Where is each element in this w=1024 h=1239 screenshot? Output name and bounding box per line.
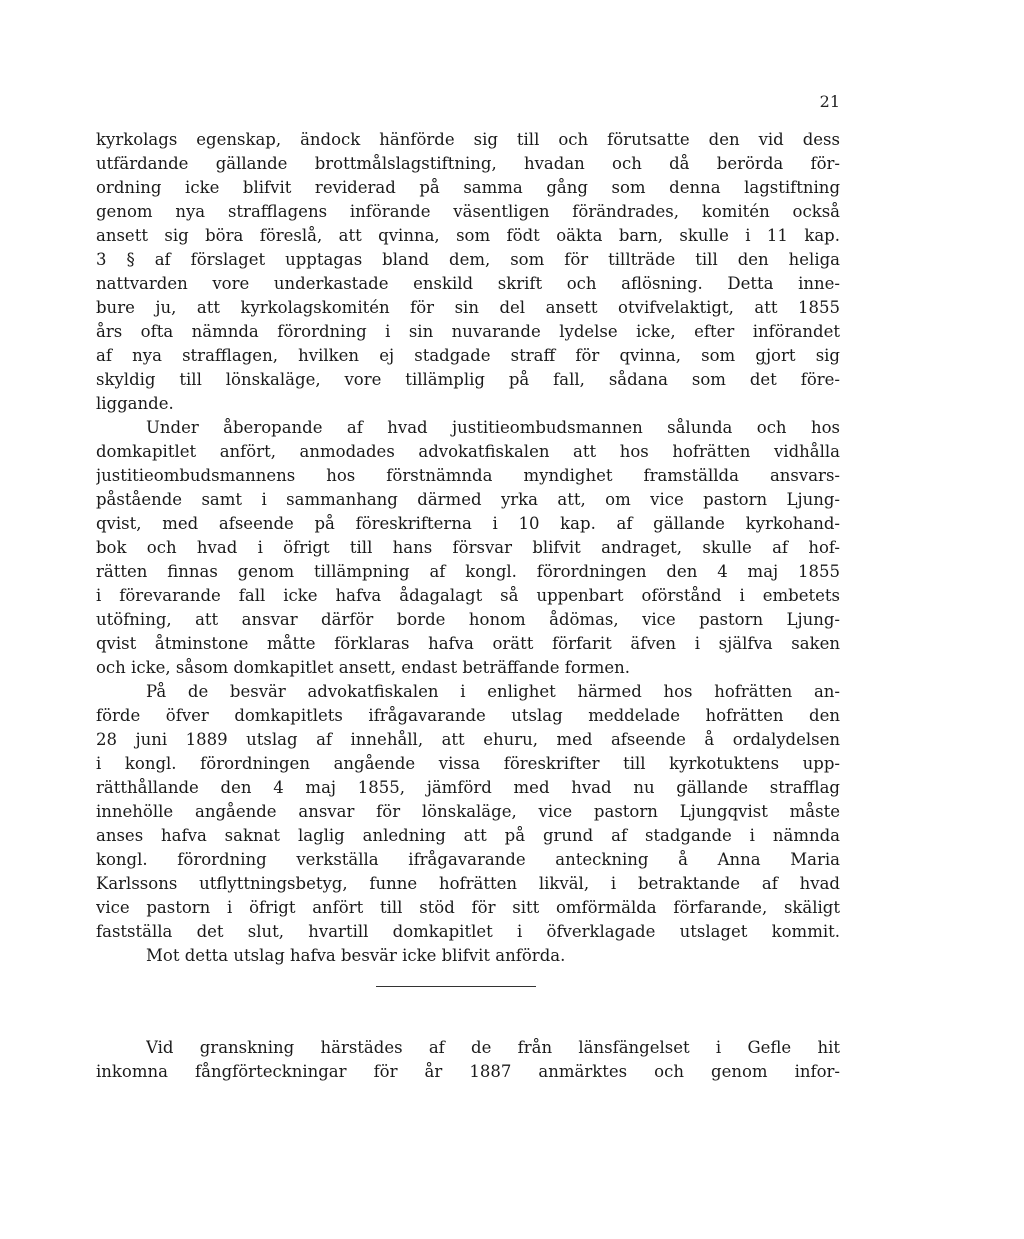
page-number: 21 [819,92,840,111]
text-line: i förevarande fall icke hafva ådagalagt så uppenbart oförstånd i embetets [96,586,840,605]
paragraph-start-line: På de besvär advokatfiskalen i enlighet härmed hos hofrätten an- [146,682,840,701]
text-line: års ofta nämnda förordning i sin nuvarande lydelse icke, efter införandet [96,322,840,341]
text-line: af nya strafflagen, hvilken ej stadgade straff för qvinna, som gjort sig [96,346,840,365]
section-divider [376,986,536,987]
text-line: fastställa det slut, hvartill domkapitlet i öfverklagade utslaget kommit. [96,922,840,941]
text-line: och icke, såsom domkapitlet ansett, endast beträffande formen. [96,658,631,677]
text-line: kongl. förordning verkställa ifrågavarande anteckning å Anna Maria [96,850,840,869]
text-line: justitieombudsmannens hos förstnämnda myndighet framställda ansvars- [96,466,840,485]
text-line: inkomna fångförteckningar för år 1887 anmärktes och genom infor- [96,1062,840,1081]
text-line: nattvarden vore underkastade enskild skrift och aflösning. Detta inne- [96,274,840,293]
text-line: ansett sig böra föreslå, att qvinna, som födt oäkta barn, skulle i 11 kap. [96,226,840,245]
text-line: Karlssons utflyttningsbetyg, funne hofrätten likväl, i betraktande af hvad [96,874,840,893]
text-line: påstående samt i sammanhang därmed yrka att, om vice pastorn Ljung- [96,490,840,509]
paragraph-start-line: Mot detta utslag hafva besvär icke blifvit anförda. [146,946,566,965]
text-line: genom nya strafflagens införande väsentligen förändrades, komitén också [96,202,840,221]
text-line: 3 § af förslaget upptagas bland dem, som för tillträde till den heliga [96,250,840,269]
text-line: utöfning, att ansvar därför borde honom ådömas, vice pastorn Ljung- [96,610,840,629]
text-line: skyldig till lönskaläge, vore tillämplig på fall, sådana som det före- [96,370,840,389]
text-line: liggande. [96,394,174,413]
text-line: qvist åtminstone måtte förklaras hafva orätt förfarit äfven i själfva saken [96,634,840,653]
text-line: utfärdande gällande brottmålslagstiftning, hvadan och då berörda för- [96,154,840,173]
text-line: rätten finnas genom tillämpning af kongl. förordningen den 4 maj 1855 [96,562,840,581]
text-line: i kongl. förordningen angående vissa föreskrifter till kyrkotuktens upp- [96,754,840,773]
text-line: bok och hvad i öfrigt till hans försvar blifvit andraget, skulle af hof- [96,538,840,557]
text-line: bure ju, att kyrkolagskomitén för sin del ansett otvifvelaktigt, att 1855 [96,298,840,317]
text-line: rätthållande den 4 maj 1855, jämförd med hvad nu gällande strafflag [96,778,840,797]
text-line: 28 juni 1889 utslag af innehåll, att ehuru, med afseende å ordalydelsen [96,730,840,749]
paragraph-start-line: Vid granskning härstädes af de från länsfängelset i Gefle hit [146,1038,840,1057]
text-line: qvist, med afseende på föreskrifterna i 10 kap. af gällande kyrkohand- [96,514,840,533]
text-line: ordning icke blifvit reviderad på samma gång som denna lagstiftning [96,178,840,197]
text-line: vice pastorn i öfrigt anfört till stöd för sitt omförmälda förfarande, skäligt [96,898,840,917]
paragraph-start-line: Under åberopande af hvad justitieombudsmannen sålunda och hos [146,418,840,437]
text-line: anses hafva saknat laglig anledning att på grund af stadgande i nämnda [96,826,840,845]
text-line: domkapitlet anfört, anmodades advokatfiskalen att hos hofrätten vidhålla [96,442,840,461]
text-line: innehölle angående ansvar för lönskaläge, vice pastorn Ljungqvist måste [96,802,840,821]
text-line: förde öfver domkapitlets ifrågavarande utslag meddelade hofrätten den [96,706,840,725]
text-line: kyrkolags egenskap, ändock hänförde sig till och förutsatte den vid dess [96,130,840,149]
